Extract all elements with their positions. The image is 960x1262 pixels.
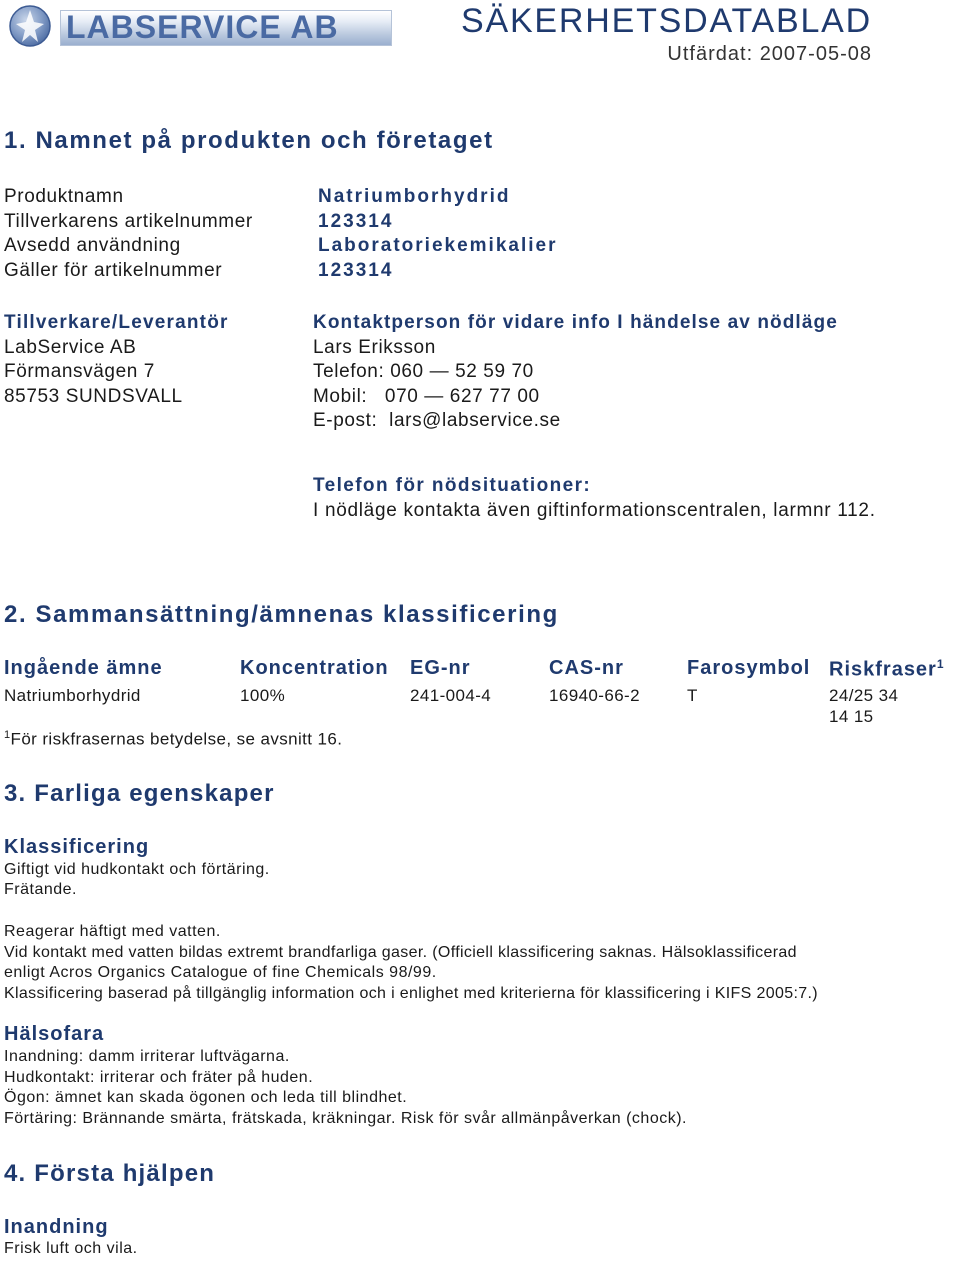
footnote-marker: 1: [4, 729, 11, 741]
issued-date-line: [667, 43, 872, 66]
contact-heading: Kontaktperson för vidare info I händelse av nödläge: [313, 312, 838, 333]
intended-use-value: Laboratoriekemikalier: [318, 235, 558, 256]
cell-risk-phrases: 14 15: [829, 707, 874, 726]
inhalation-heading: Inandning: [4, 1216, 109, 1238]
contact-line: Lars Eriksson: [313, 337, 436, 358]
classification-paragraph-line: Vid kontakt med vatten bildas extremt brandfarliga gaser. (Officiell klassificering saknas. Hälsoklassificerad: [4, 944, 797, 961]
issued-date: 2007-05-08: [759, 43, 872, 65]
supplier-line: Förmansvägen 7: [4, 361, 155, 382]
company-logo: [4, 4, 392, 48]
applies-article-label: Gäller för artikelnummer: [4, 260, 223, 281]
footnote-marker: 1: [936, 657, 945, 671]
labservice-logo-icon: [4, 4, 56, 48]
cell-hazard-symbol: T: [687, 686, 698, 705]
health-hazard-line: Ögon: ämnet kan skada ögonen och leda till blindhet.: [4, 1089, 408, 1106]
classification-paragraph-line: enligt Acros Organics Catalogue of fine Chemicals 98/99.: [4, 964, 437, 981]
section-1-title: 1. Namnet på produkten och företaget: [4, 127, 494, 154]
emergency-heading: Telefon för nödsituationer:: [313, 475, 592, 496]
intended-use-label: Avsedd användning: [4, 235, 181, 256]
classification-line: Giftigt vid hudkontakt och förtäring.: [4, 861, 270, 878]
cell-cas-number: 16940-66-2: [549, 686, 640, 705]
column-header: EG-nr: [410, 657, 471, 679]
emergency-text: I nödläge kontakta även giftinformationscentralen, larmnr 112.: [313, 500, 876, 521]
product-name-label: Produktnamn: [4, 186, 124, 207]
article-number-value: 123314: [318, 211, 394, 232]
inhalation-text: Frisk luft och vila.: [4, 1240, 138, 1257]
supplier-line: 85753 SUNDSVALL: [4, 386, 183, 407]
column-header: CAS-nr: [549, 657, 624, 679]
cell-concentration: 100%: [240, 686, 286, 705]
section-3-title: 3. Farliga egenskaper: [4, 780, 275, 807]
classification-paragraph-line: Klassificering baserad på tillgänglig information och i enlighet med kriterierna för klassificering i KIFS 2005:7.): [4, 985, 818, 1002]
contact-line: Telefon: 060 — 52 59 70: [313, 361, 534, 382]
contact-email-line: E-post: lars@labservice.se: [313, 410, 561, 431]
classification-paragraph-line: Reagerar häftigt med vatten.: [4, 923, 221, 940]
section-2-title: 2. Sammansättning/ämnenas klassificering: [4, 601, 559, 628]
classification-line: Frätande.: [4, 881, 77, 898]
applies-article-value: 123314: [318, 260, 394, 281]
article-number-label: Tillverkarens artikelnummer: [4, 211, 253, 232]
product-name-value: Natriumborhydrid: [318, 186, 511, 207]
health-hazard-line: Hudkontakt: irriterar och fräter på huden.: [4, 1069, 314, 1086]
cell-substance: Natriumborhydrid: [4, 686, 141, 705]
column-header: Farosymbol: [687, 657, 811, 679]
supplier-line: LabService AB: [4, 337, 137, 358]
classification-heading: Klassificering: [4, 836, 150, 858]
cell-risk-phrases: 24/25 34: [829, 686, 899, 705]
health-hazard-heading: Hälsofara: [4, 1023, 105, 1045]
column-header: Koncentration: [240, 657, 389, 679]
section-4-title: 4. Första hjälpen: [4, 1160, 216, 1187]
issued-label: Utfärdat:: [667, 43, 754, 65]
health-hazard-line: Förtäring: Brännande smärta, frätskada, kräkningar. Risk för svår allmänpåverkan (chock).: [4, 1110, 687, 1127]
column-header-riskfraser: Riskfraser$^1$: [829, 657, 945, 681]
composition-footnote: $^1$För riskfrasernas betydelse, se avsnitt 16.: [4, 729, 343, 749]
contact-line: Mobil: 070 — 627 77 00: [313, 386, 540, 407]
supplier-heading: Tillverkare/Leverantör: [4, 312, 229, 333]
column-header: Ingående ämne: [4, 657, 163, 679]
health-hazard-line: Inandning: damm irriterar luftvägarna.: [4, 1048, 290, 1065]
cell-eg-number: 241-004-4: [410, 686, 492, 705]
logo-wordmark: LABSERVICE AB: [66, 9, 339, 45]
document-title: SÄKERHETSDATABLAD: [461, 2, 872, 40]
